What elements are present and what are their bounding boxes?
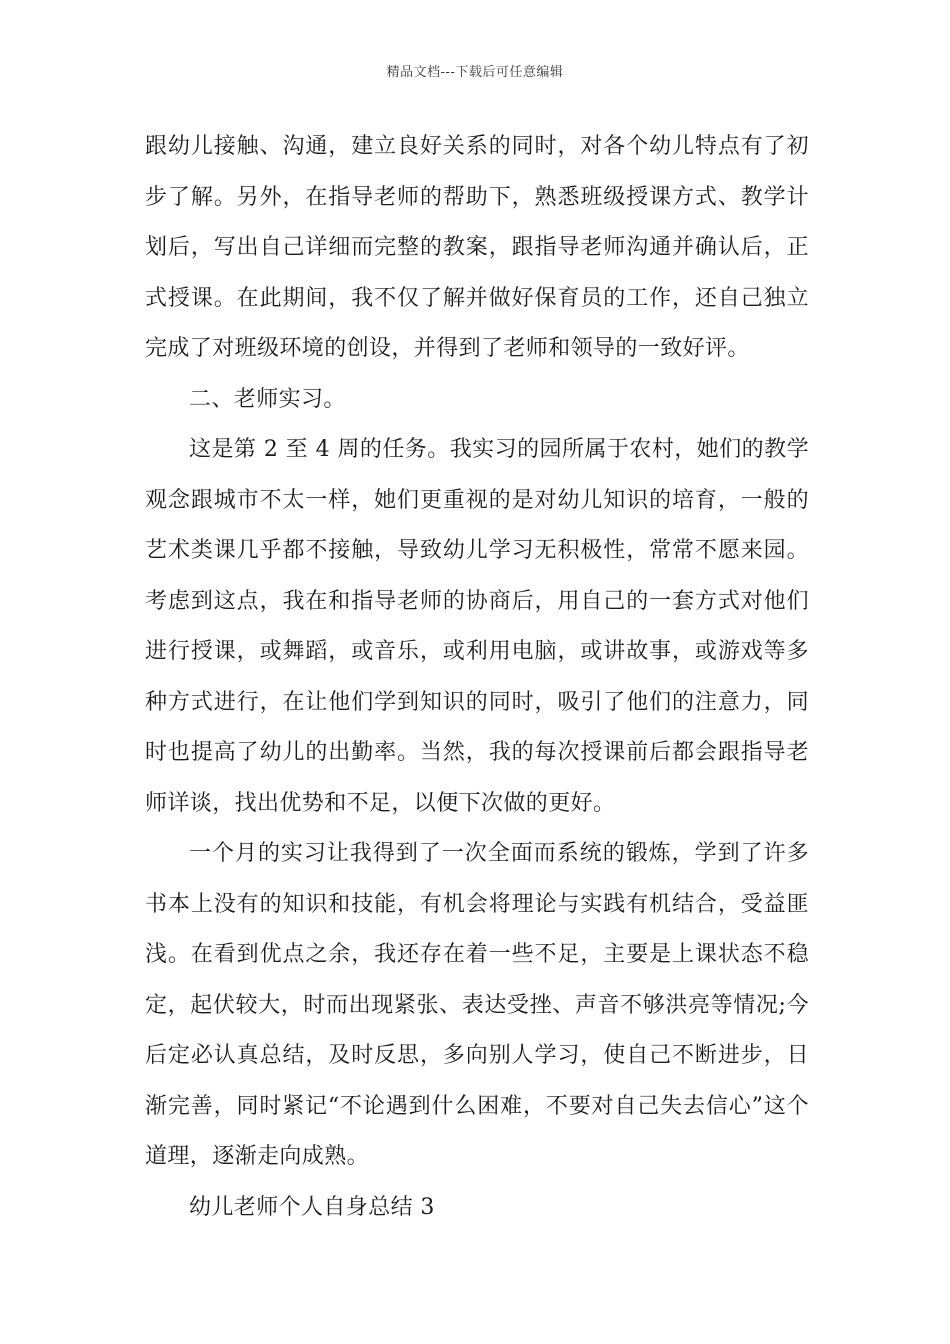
paragraph-reflection: 一个月的实习让我得到了一次全面而系统的锻炼，学到了许多书本上没有的知识和技能，有机会将理论与实践有机结合，受益匪浅。在看到优点之余，我还存在着一些不足，主要是上课状态不稳定，起伏较大，时而出现紧张、表达受挫、声音不够洪亮等情况;今后定必认真总结，及时反思，多向别人学习，使自己不断进步，日渐完善，同时紧记“不论遇到什么困难，不要对自己失去信心”这个道理，逐渐走向成熟。: [145, 841, 809, 1169]
section-heading-teacher-internship: 二、老师实习。: [189, 386, 346, 412]
page-header: 精品文档---下载后可任意编辑: [386, 65, 564, 80]
section-title-summary-3: 幼儿老师个人自身总结 3: [189, 1194, 435, 1220]
document-body: [145, 122, 809, 1233]
paragraph-weeks-task: 这是第 2 至 4 周的任务。我实习的园所属于农村，她们的教学观念跟城市不太一样，她们更重视的是对幼儿知识的培育，一般的艺术类课几乎都不接触，导致幼儿学习无积极性，常常不愿来园。考虑到这点，我在和指导老师的协商后，用自己的一套方式对他们进行授课，或舞蹈，或音乐，或利用电脑，或讲故事，或游戏等多种方式进行，在让他们学到知识的同时，吸引了他们的注意力，同时也提高了幼儿的出勤率。当然，我的每次授课前后都会跟指导老师详谈，找出优势和不足，以便下次做的更好。: [145, 437, 809, 816]
paragraph-continued: 跟幼儿接触、沟通，建立良好关系的同时，对各个幼儿特点有了初步了解。另外，在指导老师的帮助下，熟悉班级授课方式、教学计划后，写出自己详细而完整的教案，跟指导老师沟通并确认后，正式授课。在此期间，我不仅了解并做好保育员的工作，还自己独立完成了对班级环境的创设，并得到了老师和领导的一致好评。: [145, 134, 809, 361]
